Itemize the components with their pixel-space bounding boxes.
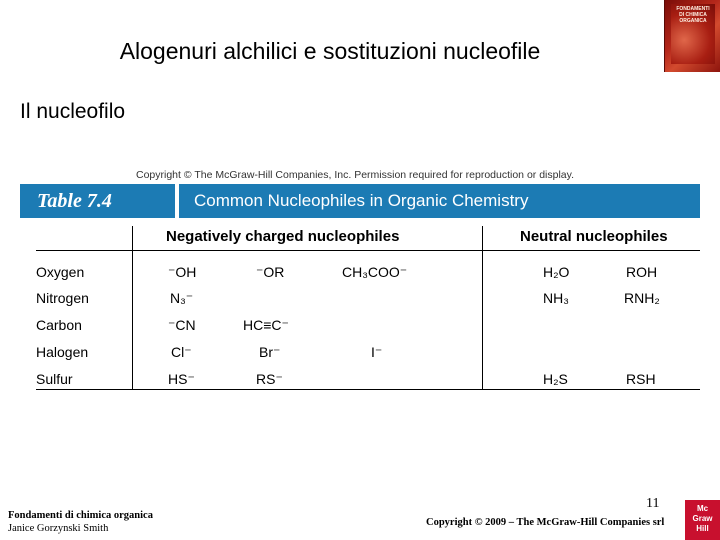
book-cover-title: [665, 6, 720, 24]
table-vline-2: [482, 226, 483, 390]
cell-neutral-1: H₂O: [543, 264, 570, 280]
cell-negative-1: ⁻CN: [168, 317, 196, 333]
cell-negative-2: RS⁻: [256, 371, 283, 387]
footer-copyright: Copyright © 2009 – The McGraw-Hill Companies srl: [426, 517, 665, 528]
figure-copyright: Copyright © The McGraw-Hill Companies, Inc. Permission required for reproduction or display.: [136, 169, 575, 181]
table-caption: Common Nucleophiles in Organic Chemistry: [194, 191, 529, 210]
cell-neutral-2: ROH: [626, 264, 658, 280]
footer-author: Janice Gorzynski Smith: [8, 523, 109, 534]
cell-negative-3: I⁻: [371, 344, 383, 360]
row-label: Sulfur: [36, 371, 73, 387]
logo-line: Hill: [696, 524, 709, 533]
table-header-divider: [175, 184, 179, 218]
cell-negative-2: ⁻OR: [256, 264, 285, 280]
logo-line: Graw: [692, 514, 713, 523]
slide-subtitle: Il nucleofilo: [20, 100, 126, 123]
book-cover-title-line: DI CHIMICA: [679, 12, 707, 18]
cell-neutral-2: RNH₂: [624, 290, 660, 306]
cell-negative-2: Br⁻: [259, 344, 281, 360]
cell-neutral-1: H₂S: [543, 371, 568, 387]
row-label: Nitrogen: [36, 290, 89, 306]
row-label: Halogen: [36, 344, 89, 360]
row-label: Oxygen: [36, 264, 85, 280]
cell-negative-1: N₃⁻: [170, 290, 194, 306]
table-rule-bottom: [36, 389, 700, 390]
col-header-negative: Negatively charged nucleophiles: [166, 228, 400, 245]
table-rule-top: [36, 250, 700, 251]
cell-negative-1: HS⁻: [168, 371, 195, 387]
cell-neutral-2: RSH: [626, 371, 656, 387]
logo-line: Mc: [696, 504, 709, 513]
mcgraw-hill-logo: [685, 500, 720, 540]
book-cover-title-line: FONDAMENTI: [676, 6, 710, 12]
slide-title: Alogenuri alchilici e sostituzioni nucleofile: [119, 38, 541, 64]
col-header-neutral: Neutral nucleophiles: [520, 228, 668, 245]
page-number: 11: [646, 496, 660, 511]
row-label: Carbon: [36, 317, 82, 333]
table-vline-1: [132, 226, 133, 390]
cell-negative-2: HC≡C⁻: [243, 317, 289, 333]
cell-negative-1: ⁻OH: [168, 264, 197, 280]
cell-negative-1: Cl⁻: [171, 344, 192, 360]
cell-neutral-1: NH₃: [543, 290, 569, 306]
book-cover-title-line: ORGANICA: [679, 18, 707, 24]
table-label: Table 7.4: [37, 190, 112, 212]
footer-book-title: Fondamenti di chimica organica: [8, 510, 153, 521]
cell-negative-3: CH₃COO⁻: [342, 264, 408, 280]
table-header-bar: [20, 184, 700, 218]
book-cover-image: [664, 0, 720, 72]
